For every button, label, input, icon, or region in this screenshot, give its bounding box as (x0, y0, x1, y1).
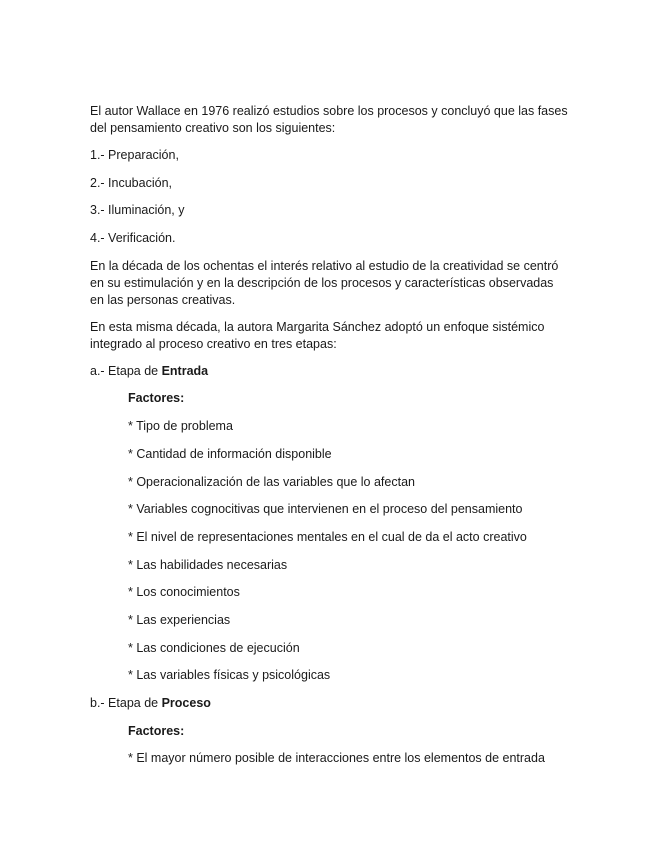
stage-a-factor: * El nivel de representaciones mentales en el cual de da el acto creativo (128, 529, 527, 544)
stage-a-prefix: a.- Etapa de (90, 363, 162, 378)
intro-paragraph: El autor Wallace en 1976 realizó estudios sobre los procesos y concluyó que las fases del pensamiento creativo son los siguientes: (90, 104, 568, 135)
document-page (90, 103, 570, 778)
stage-a-name: Entrada (161, 363, 209, 378)
stage-a-factor: * Las habilidades necesarias (128, 557, 288, 572)
stage-b-factors-label: Factores: (128, 723, 185, 738)
phase-item: 1.- Preparación, (90, 148, 179, 162)
stage-a-factor: * Las condiciones de ejecución (128, 640, 300, 655)
stage-a-factor: * Cantidad de información disponible (128, 446, 332, 461)
sanchez-paragraph: En esta misma década, la autora Margarita Sánchez adoptó un enfoque sistémico integrado al proceso creativo en tres etapas: (90, 319, 545, 351)
stage-b-heading (90, 695, 570, 712)
phase-item: 2.- Incubación, (90, 175, 172, 190)
stage-a-factor: * Tipo de problema (128, 419, 233, 434)
stage-b-prefix: b.- Etapa de (90, 696, 162, 710)
eighties-paragraph: En la década de los ochentas el interés relativo al estudio de la creatividad se centró en su estimulación y en la descripción de los procesos y características observadas en las personas creativas. (90, 258, 559, 307)
stage-a-factor: * Los conocimientos (128, 585, 240, 600)
stage-b-factor: * El mayor número posible de interacciones entre los elementos de entrada (128, 751, 545, 766)
stage-a-heading (90, 363, 570, 380)
phase-item: 4.- Verificación. (90, 231, 176, 246)
stage-a-factor: * Operacionalización de las variables que lo afectan (128, 474, 415, 489)
stage-a-factor: * Las experiencias (128, 612, 231, 627)
stage-a-factors-label: Factores: (128, 391, 185, 406)
stage-b-name: Proceso (161, 696, 211, 710)
phase-item: 3.- Iluminación, y (90, 203, 185, 218)
stage-a-factor: * Variables cognocitivas que intervienen en el proceso del pensamiento (128, 502, 523, 517)
stage-a-factor: * Las variables físicas y psicológicas (128, 668, 331, 683)
